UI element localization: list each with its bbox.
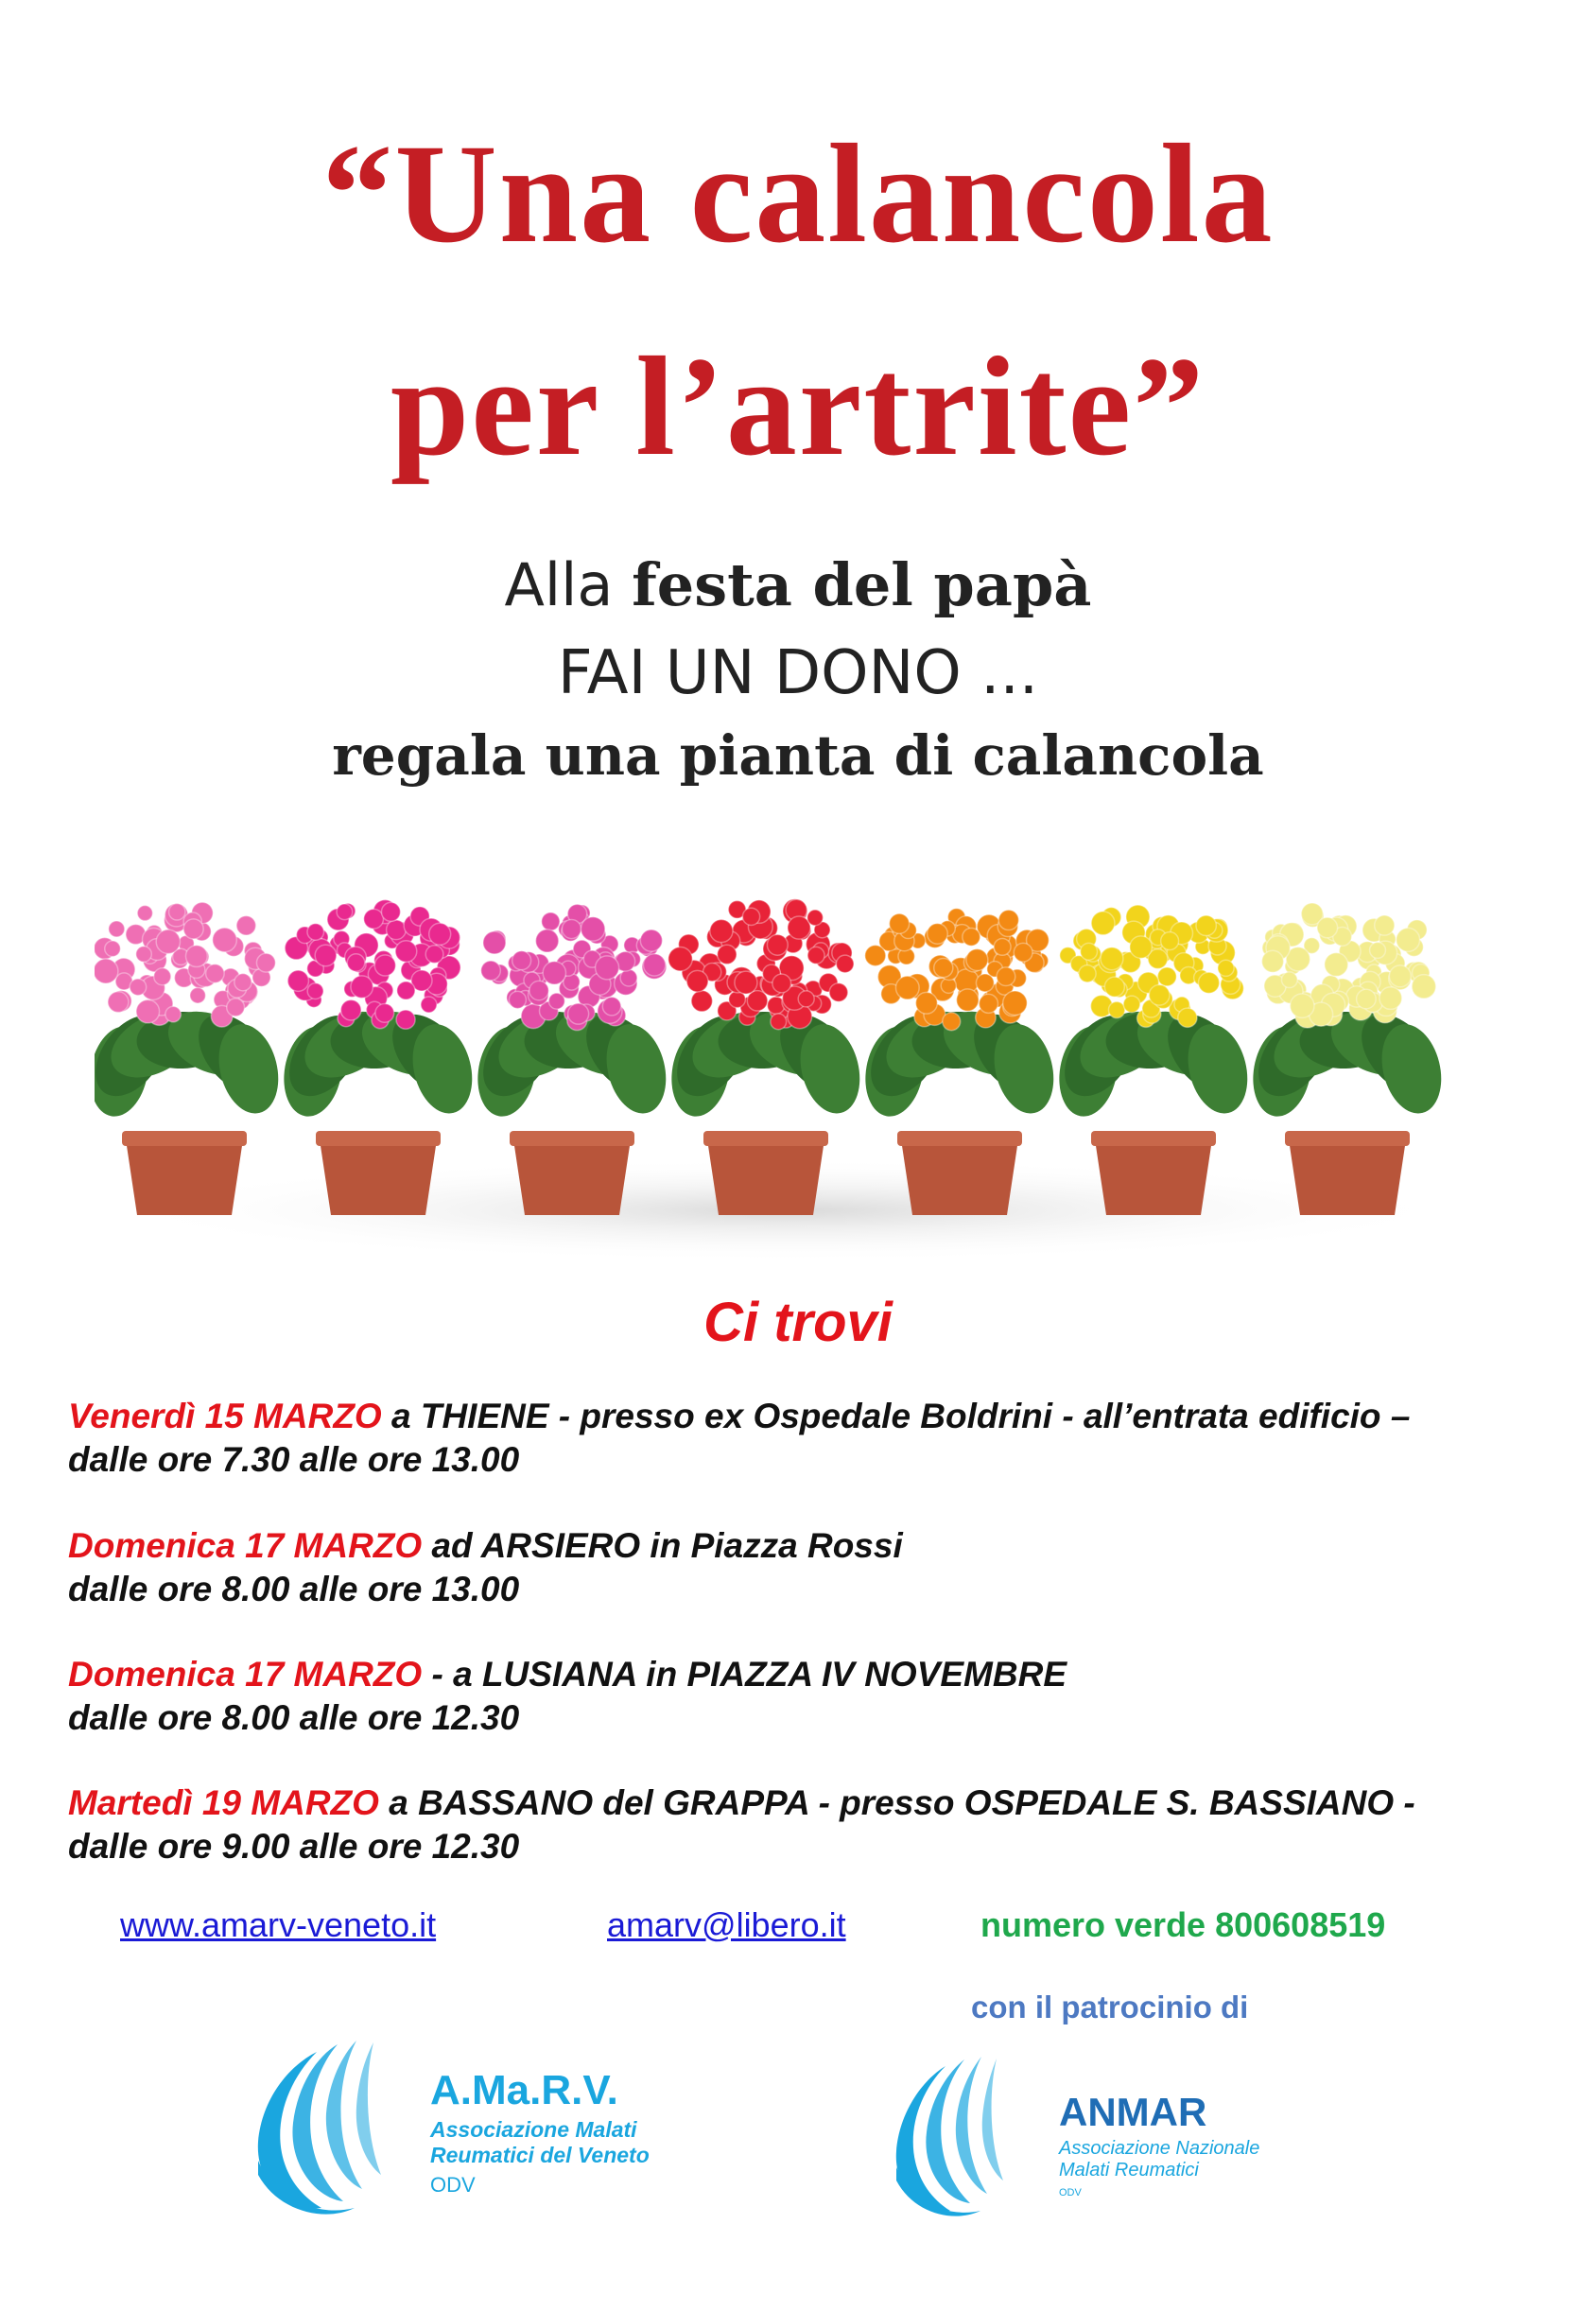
event-day: Martedì 19 MARZO [68, 1783, 379, 1822]
event-place: a THIENE - presso ex Ospedale Boldrini - all’entrata edificio – [381, 1397, 1411, 1435]
event-hours: dalle ore 8.00 alle ore 13.00 [68, 1570, 520, 1608]
event-item [68, 1395, 1562, 1482]
email-link[interactable]: amarv@libero.it [607, 1905, 846, 1944]
anmar-line-2: Malati Reumatici [1059, 2160, 1199, 2181]
anmar-logo [889, 2052, 1286, 2222]
event-item [68, 1781, 1562, 1868]
subtitle-line-3: regala una pianta di calancola [332, 723, 1264, 788]
event-item [68, 1653, 1562, 1740]
event-item [68, 1524, 1562, 1611]
subtitle-line-1-prefix: Alla [504, 550, 633, 619]
website-link[interactable]: www.amarv-veneto.it [120, 1905, 437, 1944]
subtitle-line-2: FAI UN DONO ... [557, 638, 1039, 708]
amarv-name: A.Ma.R.V. [430, 2067, 618, 2113]
subtitle-line-1 [0, 550, 1596, 619]
event-day: Domenica 17 MARZO [68, 1526, 423, 1565]
amarv-line-2: Reumatici del Veneto [430, 2143, 650, 2167]
amarv-line-1: Associazione Malati [430, 2117, 637, 2142]
plant [1244, 903, 1450, 1215]
anmar-line-3: ODV [1059, 2187, 1082, 2198]
event-place: ad ARSIERO in Piazza Rossi [422, 1526, 903, 1565]
toll-free-number: numero verde 800608519 [980, 1905, 1386, 1944]
kalanchoe-plants-image [95, 832, 1466, 1267]
anmar-name: ANMAR [1059, 2090, 1207, 2134]
event-hours: dalle ore 9.00 alle ore 12.30 [68, 1827, 520, 1866]
plant [95, 902, 287, 1215]
event-place: - a LUSIANA in PIAZZA IV NOVEMBRE [422, 1655, 1067, 1694]
poster-title-line-1: “Una calancola [321, 115, 1275, 272]
amarv-line-3: ODV [430, 2173, 476, 2197]
patronage-label: con il patrocinio di [971, 1990, 1249, 2024]
amarv-logo [251, 2033, 685, 2222]
anmar-line-1: Associazione Nazionale [1059, 2138, 1260, 2159]
event-place: a BASSANO del GRAPPA - presso OSPEDALE S. BASSIANO - [378, 1783, 1415, 1822]
event-day: Venerdì 15 MARZO [68, 1397, 382, 1435]
hand-wave-icon [896, 2057, 1003, 2216]
event-hours: dalle ore 7.30 alle ore 13.00 [68, 1440, 520, 1479]
subtitle-line-1-bold: festa del papà [632, 550, 1092, 619]
poster-title-line-2: per l’artrite” [390, 328, 1206, 485]
plants-group [95, 899, 1450, 1215]
event-hours: dalle ore 8.00 alle ore 12.30 [68, 1698, 520, 1737]
event-day: Domenica 17 MARZO [68, 1655, 423, 1694]
hand-wave-icon [258, 2041, 381, 2215]
section-heading: Ci trovi [703, 1292, 893, 1353]
